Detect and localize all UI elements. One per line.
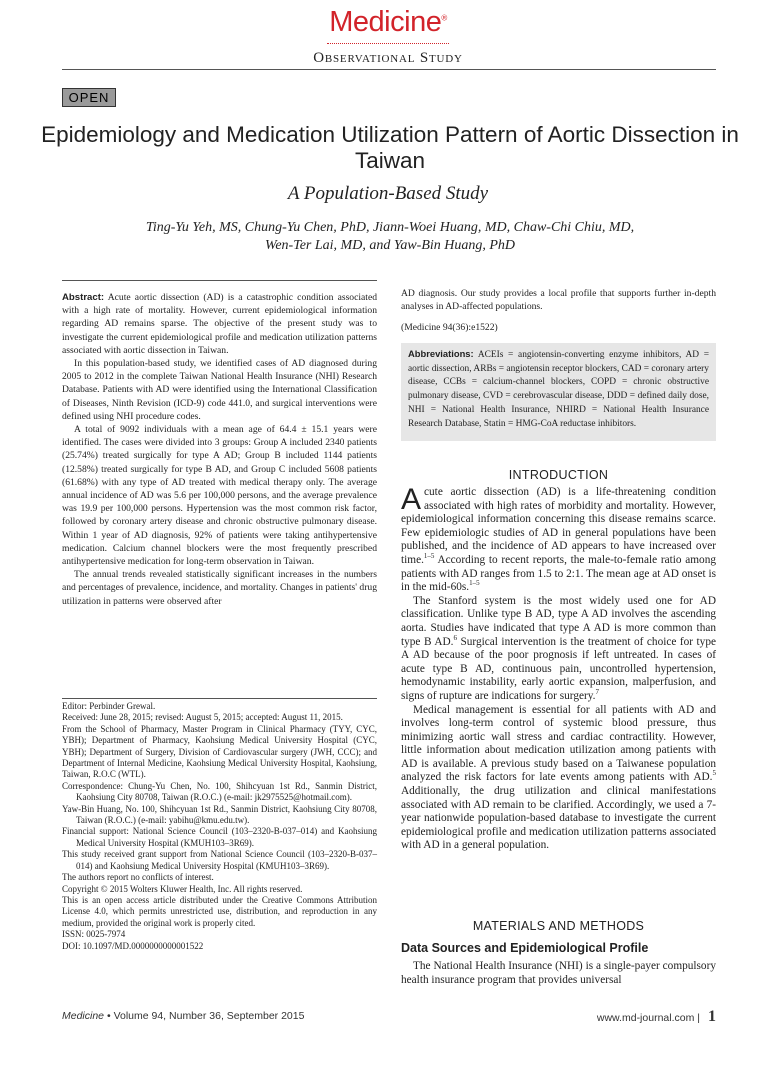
footnote-support: Financial support: National Science Council (103–2320-B-037–014) and Kaohsiung Medical University Hospital (KMUH103–3R69). [62, 826, 377, 848]
abstract-paragraph-2: In this population-based study, we identified cases of AD diagnosed during 2005 to 2012 in the complete Taiwan National Health Insurance (NHI) Research Database. Patients with AD were identified using the International Classification of Diseases, Ninth Revision (ICD-9) code 441.0, and surgical interventions were defined using NHI procedure codes. [62, 358, 377, 422]
footnote-grant: This study received grant support from National Science Council (103–2320-B-037–014) and Kaohsiung Medical University Hospital (KMUH103–3R69). [62, 849, 377, 871]
drop-cap: A [401, 483, 422, 516]
citation: (Medicine 94(36):e1522) [401, 322, 498, 333]
methods-subheading: Data Sources and Epidemiological Profile [401, 941, 649, 955]
footnotes [62, 701, 377, 952]
introduction-body [401, 483, 716, 853]
abstract-paragraph-3: A total of 9092 individuals with a mean age of 64.4 ± 15.1 years were identified. The cases were divided into 3 groups: Group A included 2340 patients (25.74%) treated surgically for type A AD; Group B included 1144 patients (12.58%) treated surgically for type B AD, and Group C included 5608 patients (61.68%) with any type of AD treated with medical therapy only. The average annual incidence of AD was 5.6 per 100,000 persons, and the average prevalence was 19.9 per 100,000 persons. Hypertension was the most common risk factor, followed by coronary artery disease and chronic obstructive pulmonary disease. Within 1 year of AD diagnosis, 92% of patients were taking antihypertensive medication. Calcium channel blockers were the most frequently prescribed antihypertensive medication for long-term observation in Taiwan. [62, 424, 377, 568]
abbreviations-box [401, 343, 716, 441]
abstract-top-rule [62, 280, 377, 281]
footnote-correspondence: Correspondence: Chung-Yu Chen, No. 100, Shihcyuan 1st Rd., Sanmin District, Kaohsiung City 80708, Taiwan (R.O.C.) (e-mail: jk2975525@hotmail.com). [62, 780, 377, 803]
study-type-label: Observational Study [313, 50, 463, 66]
page-number: 1 [708, 1008, 716, 1025]
abstract-continued [401, 287, 716, 313]
introduction-heading: INTRODUCTION [508, 468, 609, 482]
footnote-correspondence-2: Yaw-Bin Huang, No. 100, Shihcyuan 1st Rd., Sanmin District, Kaohsiung City 80708, Taiwan (R.O.C.) (e-mail: yabihu@kmu.edu.tw). [62, 803, 377, 826]
abstract-section [62, 291, 377, 608]
footer-url[interactable]: www.md-journal.com [596, 1012, 695, 1024]
footnote-editor: Editor: Perbinder Grewal. [62, 701, 156, 711]
author-list [60, 219, 720, 255]
footnote-conflict: The authors report no conflicts of interest. [62, 872, 214, 883]
footnote-affiliations: From the School of Pharmacy, Master Program in Clinical Pharmacy (TYY, CYC, YBH); Department of Pharmacy, Kaohsiung Medical University Hospital (CYC, YBH); Department of Surgery, Division of Cardiovascular surgery (JWH, CCC); and Department of Internal Medicine, Kaohsiung Medical University Hospital, Kaohsiung, Taiwan, R.O.C (WTL). [62, 723, 377, 780]
methods-paragraph-1: The National Health Insurance (NHI) is a single-payer compulsory health insurance program that provides universal [401, 960, 716, 986]
journal-logo: Medicine® [329, 6, 447, 38]
header-rule [62, 69, 716, 70]
author-line-2: Wen-Ter Lai, MD, and Yaw-Bin Huang, PhD [264, 238, 516, 253]
abbreviations-label: Abbreviations: [408, 348, 474, 359]
intro-paragraph-2: The Stanford system is the most widely used one for AD classification. Unlike type B AD, type A AD involves the ascending aorta. Studies have indicated that type A AD is more common than type B AD.$^6$ Surgical intervention is the treatment of choice for type A AD because of the poor prognosis if left untreated. In cases of acute type B AD, continuous pain, uncontrolled hypertension, hemodynamic instability, early aortic expansion, malperfusion, and signs of rupture are indications for surgery.$^7$ [401, 594, 716, 702]
footer-journal-info: Medicine • Volume 94, Number 36, September 2015 [62, 1010, 305, 1022]
article-subtitle: A Population-Based Study [287, 183, 489, 204]
abbreviations-text: ACEIs = angiotensin-converting enzyme inhibitors, AD = aortic dissection, ARBs = angiotensin receptor blockers, CAD = coronary artery disease, CCBs = calcium-channel blockers, COPD = chronic obstructive pulmonary disease, CVD = cerebrovascular disease, DDD = defined daily dose, NHI = National Health Insurance, NHIRD = National Health Insurance Research Database, Statin = HMG-CoA reductase inhibitors. [408, 350, 709, 429]
footer-url-page: www.md-journal.com | 1 [596, 1008, 716, 1025]
abstract-paragraph-1: Abstract: Acute aortic dissection (AD) is a catastrophic condition associated with a high rate of mortality. However, current epidemiological information regarding AD remains sparse. The objective of the present study was to investigate the current epidemiological profile and medication utilization patterns associated with aortic dissection in Taiwan. [62, 292, 377, 356]
intro-paragraph-1: Acute aortic dissection (AD) is a life-threatening condition associated with high rates of morbidity and mortality. However, epidemiological information concerning this disease remains scarce. Few epidemiologic studies of AD in general populations have been published, and the incidence of AD appears to have increased over time.$^{1-5}$ According to recent reports, the male-to-female ratio among patients with AD ranges from 1.5 to 2:1. The mean age at AD onset is in the mid-60s.$^{1-5}$ [401, 483, 716, 594]
article-title: Epidemiology and Medication Utilization Pattern of Aortic Dissection in Taiwan [41, 122, 739, 173]
footnote-issn: ISSN: 0025-7974 [62, 929, 126, 940]
abstract-paragraph-5: AD diagnosis. Our study provides a local profile that supports further in-depth analyses in AD-affected populations. [401, 288, 716, 313]
author-line-1: Ting-Yu Yeh, MS, Chung-Yu Chen, PhD, Jiann-Woei Huang, MD, Chaw-Chi Chiu, MD, [145, 220, 635, 235]
methods-heading: MATERIALS AND METHODS [472, 919, 645, 933]
footnote-license: This is an open access article distributed under the Creative Commons Attribution License 4.0, which permits unrestricted use, distribution, and reproduction in any medium, provided the original work is properly cited. [62, 894, 377, 928]
footnote-copyright: Copyright © 2015 Wolters Kluwer Health, Inc. All rights reserved. [62, 883, 303, 894]
methods-body [401, 960, 716, 987]
open-access-badge: OPEN [62, 88, 116, 107]
abstract-label: Abstract: [62, 292, 105, 303]
logo-underline [327, 43, 449, 44]
footnote-doi: DOI: 10.1097/MD.0000000000001522 [62, 940, 204, 951]
footnote-rule [62, 698, 377, 699]
intro-paragraph-3: Medical management is essential for all patients with AD and involves long-term control of systemic blood pressure, thus minimizing aortic wall stress and cardiac contractility. However, little information about medication utilization among patients with AD is available. A previous study based on a Taiwanese population analyzed the risk factors for late events among patients with AD.$^5$ Additionally, the drug utilization and clinical manifestations associated with AD remain to be clarified. Accordingly, we used a 7-year nationwide population-based database to investigate the current epidemiological profile and medication utilization patterns associated with AD in a general population. [401, 703, 716, 852]
abstract-paragraph-4: The annual trends revealed statistically significant increases in the numbers and percentages of prevalence, incidence, and mortality. Changes in patients' drug utilization in patterns were observed after [62, 569, 377, 607]
footnote-received: Received: June 28, 2015; revised: August 5, 2015; accepted: August 11, 2015. [62, 712, 343, 723]
